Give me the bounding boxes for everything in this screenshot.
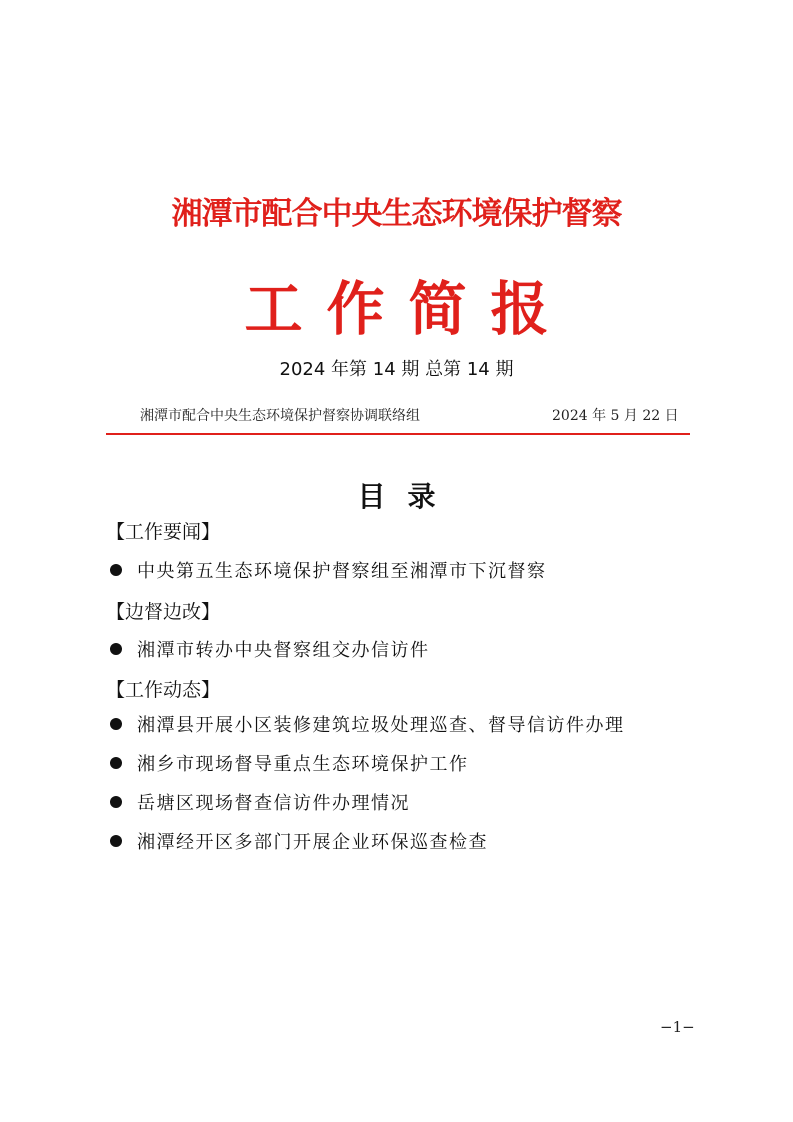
issue-number: 2024 年第 14 期 总第 14 期 xyxy=(279,359,514,380)
toc-item-label: 中央第五生态环境保护督察组至湘潭市下沉督察 xyxy=(137,561,547,582)
toc-item[interactable] xyxy=(110,750,469,776)
toc-item[interactable] xyxy=(110,711,625,737)
bullet-icon xyxy=(110,564,122,576)
bullet-icon xyxy=(110,757,122,769)
section-heading-updates: 【工作动态】 xyxy=(106,679,221,701)
toc-item[interactable] xyxy=(110,828,488,854)
bullet-icon xyxy=(110,643,122,655)
bullet-icon xyxy=(110,718,122,730)
toc-item-label: 湘乡市现场督导重点生态环境保护工作 xyxy=(137,754,469,775)
publish-date: 2024 年 5 月 22 日 xyxy=(552,408,679,424)
page-number: −1− xyxy=(660,1018,695,1036)
red-divider xyxy=(106,433,690,435)
section-heading-rectification: 【边督边改】 xyxy=(106,601,221,623)
section-heading-news: 【工作要闻】 xyxy=(106,521,221,543)
title-line-2: 工作简报 xyxy=(244,275,573,343)
toc-item-label: 湘潭市转办中央督察组交办信访件 xyxy=(137,640,430,661)
toc-item-label: 岳塘区现场督查信访件办理情况 xyxy=(137,793,410,814)
bullet-icon xyxy=(110,796,122,808)
toc-title: 目录 xyxy=(357,480,458,513)
toc-item-label: 湘潭县开展小区装修建筑垃圾处理巡查、督导信访件办理 xyxy=(137,715,625,736)
toc-item[interactable] xyxy=(110,636,430,662)
toc-item[interactable] xyxy=(110,557,547,583)
toc-item[interactable] xyxy=(110,789,410,815)
toc-item-label: 湘潭经开区多部门开展企业环保巡查检查 xyxy=(137,832,488,853)
bullet-icon xyxy=(110,835,122,847)
title-line-1: 湘潭市配合中央生态环境保护督察 xyxy=(171,196,622,232)
organization: 湘潭市配合中央生态环境保护督察协调联络组 xyxy=(140,408,420,424)
